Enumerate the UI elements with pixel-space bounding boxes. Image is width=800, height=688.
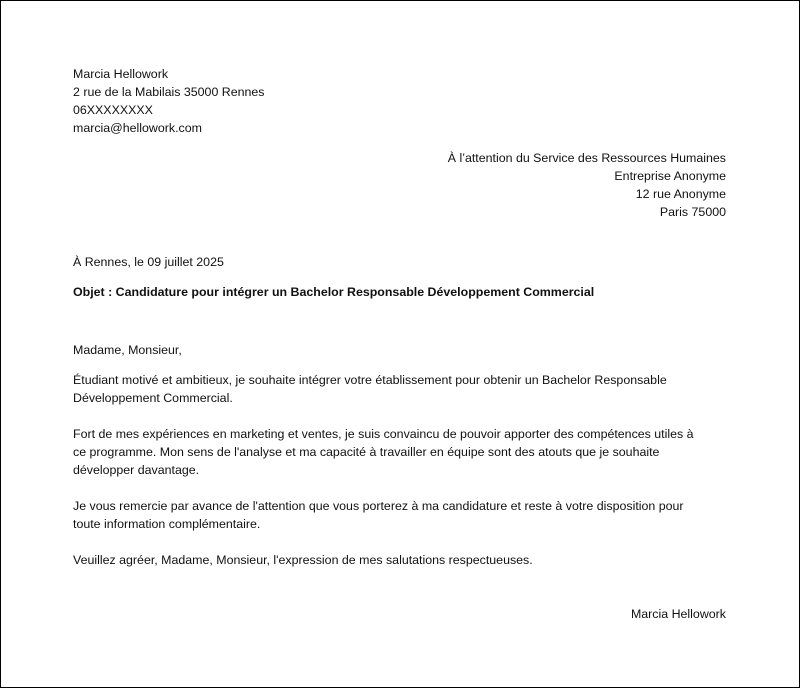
- recipient-block: [448, 149, 726, 221]
- paragraph-line: ce programme. Mon sens de l'analyse et ma capacité à travailler en équipe sont des atouts que je souhaite: [73, 445, 660, 459]
- letter-salutation: Madame, Monsieur,: [73, 343, 182, 357]
- paragraph-line: toute information complémentaire.: [73, 517, 261, 531]
- sender-block: [73, 65, 265, 137]
- sender-phone: 06XXXXXXXX: [73, 103, 153, 117]
- sender-name: Marcia Hellowork: [73, 67, 169, 81]
- recipient-city: Paris 75000: [659, 205, 726, 219]
- letter-subject: Objet : Candidature pour intégrer un Bachelor Responsable Développement Commercial: [73, 285, 595, 299]
- recipient-street: 12 rue Anonyme: [635, 187, 726, 201]
- paragraph-line: Étudiant motivé et ambitieux, je souhaite intégrer votre établissement pour obtenir un Bachelor Responsable: [73, 373, 667, 387]
- paragraph-line: Je vous remercie par avance de l'attention que vous porterez à ma candidature et reste à votre disposition pour: [73, 499, 684, 513]
- letter-signature: Marcia Hellowork: [630, 607, 726, 621]
- letter-closing: Veuillez agréer, Madame, Monsieur, l'expression de mes salutations respectueuses.: [73, 553, 533, 567]
- body-paragraph-experience: [73, 425, 733, 479]
- recipient-attention: À l’attention du Service des Ressources Humaines: [447, 151, 726, 165]
- sender-address: 2 rue de la Mabilais 35000 Rennes: [73, 85, 265, 99]
- recipient-company: Entreprise Anonyme: [614, 169, 726, 183]
- sender-email: marcia@hellowork.com: [73, 121, 202, 135]
- body-paragraph-thanks: [73, 497, 733, 533]
- body-paragraph-intro: [73, 371, 733, 407]
- paragraph-line: développer davantage.: [73, 463, 200, 477]
- paragraph-line: Fort de mes expériences en marketing et ventes, je suis convaincu de pouvoir apporter des compétences utiles à: [73, 427, 694, 441]
- paragraph-line: Développement Commercial.: [73, 391, 233, 405]
- letter-date: À Rennes, le 09 juillet 2025: [73, 255, 224, 269]
